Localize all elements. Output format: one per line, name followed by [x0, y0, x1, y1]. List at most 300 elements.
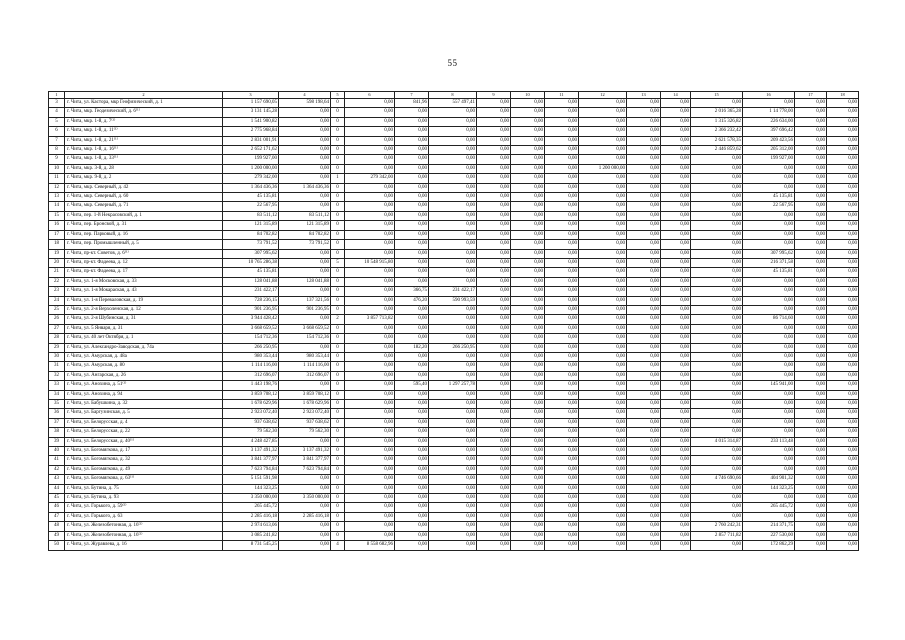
value-cell: 307 995,62 [223, 249, 279, 258]
value-cell: 0,00 [477, 390, 511, 399]
value-cell: 2 831 001,91 [223, 136, 279, 145]
value-cell: 0,00 [345, 183, 395, 192]
value-cell: 0,00 [395, 202, 429, 211]
value-cell: 0,00 [395, 475, 429, 484]
value-cell: 366,75 [395, 287, 429, 296]
value-cell: 0,00 [691, 494, 743, 503]
value-cell: 0,00 [827, 494, 859, 503]
value-cell: 45 135,81 [223, 193, 279, 202]
value-cell: 145 941,00 [743, 381, 795, 390]
address-cell: г. Чита, ул. Белорусская, д. 40⁽¹⁾ [65, 437, 223, 446]
row-number-cell: 50 [49, 541, 65, 550]
value-cell: 0,00 [661, 465, 691, 474]
value-cell: 0,00 [661, 240, 691, 249]
value-cell: 0,00 [579, 296, 627, 305]
value-cell: 0,00 [477, 352, 511, 361]
value-cell: 154 712,36 [279, 334, 331, 343]
value-cell: 0,00 [395, 465, 429, 474]
value-cell: 0,00 [395, 268, 429, 277]
value-cell: 0,00 [661, 127, 691, 136]
value-cell: 2 775 968,84 [223, 127, 279, 136]
value-cell: 0,00 [279, 146, 331, 155]
value-cell: 0,00 [545, 400, 579, 409]
value-cell: 590 993,59 [429, 296, 477, 305]
value-cell: 0,00 [627, 371, 661, 380]
table-row [49, 343, 859, 352]
value-cell: 0,00 [511, 512, 545, 521]
table-row [49, 146, 859, 155]
value-cell: 0,00 [795, 484, 827, 493]
value-cell: 0,00 [477, 447, 511, 456]
value-cell: 0,00 [511, 456, 545, 465]
value-cell: 199 927,00 [223, 155, 279, 164]
value-cell: 0,00 [691, 258, 743, 267]
value-cell: 0,00 [691, 183, 743, 192]
value-cell: 0 [331, 531, 345, 540]
value-cell: 0,00 [691, 193, 743, 202]
value-cell: 0,00 [511, 428, 545, 437]
value-cell: 0,00 [743, 324, 795, 333]
value-cell: 3 350 000,00 [279, 494, 331, 503]
value-cell: 0,00 [395, 531, 429, 540]
value-cell: 2 760 242,31 [691, 522, 743, 531]
value-cell: 154 712,36 [223, 334, 279, 343]
value-cell: 0,00 [691, 381, 743, 390]
value-cell: 0,00 [511, 287, 545, 296]
value-cell: 1 157 690,05 [223, 99, 279, 108]
value-cell: 0,00 [477, 400, 511, 409]
value-cell: 0 [331, 287, 345, 296]
table-row [49, 296, 859, 305]
value-cell: 0,00 [827, 324, 859, 333]
value-cell: 0 [331, 362, 345, 371]
value-cell: 0,00 [691, 362, 743, 371]
table-row [49, 503, 859, 512]
value-cell: 0 [331, 512, 345, 521]
value-cell: 0,00 [429, 409, 477, 418]
value-cell: 0,00 [429, 465, 477, 474]
value-cell: 0,00 [429, 512, 477, 521]
value-cell: 0,00 [511, 362, 545, 371]
value-cell: 0,00 [345, 211, 395, 220]
value-cell: 0,00 [345, 503, 395, 512]
address-cell: г. Чита, ул. Анохина, д. 94 [65, 390, 223, 399]
address-cell: г. Чита, мкр. Северный, д. 71 [65, 202, 223, 211]
table-row [49, 390, 859, 399]
row-number-cell: 39 [49, 437, 65, 446]
value-cell: 0 [331, 305, 345, 314]
column-number-cell: 16 [743, 92, 795, 99]
value-cell: 0,00 [627, 315, 661, 324]
row-number-cell: 15 [49, 211, 65, 220]
row-number-cell: 4 [49, 108, 65, 117]
value-cell: 0,00 [691, 447, 743, 456]
value-cell: 0,00 [627, 484, 661, 493]
value-cell: 0,00 [511, 400, 545, 409]
value-cell: 0,00 [691, 541, 743, 550]
value-cell: 0,00 [395, 211, 429, 220]
address-cell: г. Чита, ул. Александро-Заводская, д. 74а [65, 343, 223, 352]
value-cell: 0,00 [627, 108, 661, 117]
row-number-cell: 21 [49, 268, 65, 277]
value-cell: 0 [331, 230, 345, 239]
value-cell: 0,00 [545, 428, 579, 437]
value-cell: 1 364 436,36 [223, 183, 279, 192]
value-cell: 0,00 [627, 296, 661, 305]
value-cell: 0,00 [743, 334, 795, 343]
value-cell: 3 859 708,12 [223, 390, 279, 399]
row-number-cell: 48 [49, 522, 65, 531]
value-cell: 0,00 [429, 202, 477, 211]
value-cell: 0,00 [511, 447, 545, 456]
value-cell: 0,00 [429, 522, 477, 531]
value-cell: 0,00 [691, 428, 743, 437]
row-number-cell: 49 [49, 531, 65, 540]
value-cell: 0,00 [661, 456, 691, 465]
value-cell: 0,00 [579, 531, 627, 540]
value-cell: 0,00 [795, 400, 827, 409]
value-cell: 0,00 [795, 503, 827, 512]
value-cell: 0,00 [827, 352, 859, 361]
value-cell: 557 497,41 [429, 99, 477, 108]
value-cell: 7 623 794,84 [223, 465, 279, 474]
value-cell: 0,00 [477, 268, 511, 277]
value-cell: 0,00 [795, 305, 827, 314]
value-cell: 0,00 [395, 522, 429, 531]
address-cell: г. Чита, мкр. 1-й, д. 33⁽¹⁾ [65, 155, 223, 164]
value-cell: 0,00 [545, 155, 579, 164]
value-cell: 0,00 [545, 390, 579, 399]
value-cell: 45 135,81 [743, 193, 795, 202]
table-row [49, 230, 859, 239]
value-cell: 0,00 [429, 230, 477, 239]
value-cell: 1 678 629,96 [279, 400, 331, 409]
value-cell: 0,00 [477, 503, 511, 512]
column-number-cell: 17 [795, 92, 827, 99]
value-cell: 0,00 [827, 343, 859, 352]
value-cell: 0,00 [743, 99, 795, 108]
value-cell: 0,00 [345, 324, 395, 333]
value-cell: 0,00 [661, 164, 691, 173]
value-cell: 0,00 [345, 400, 395, 409]
value-cell: 0,00 [627, 352, 661, 361]
value-cell: 0,00 [345, 221, 395, 230]
value-cell: 0,00 [395, 456, 429, 465]
value-cell: 0,00 [795, 240, 827, 249]
table-row [49, 512, 859, 521]
table-row [49, 202, 859, 211]
value-cell: 0,00 [395, 494, 429, 503]
value-cell: 0,00 [661, 146, 691, 155]
value-cell: 0,00 [429, 193, 477, 202]
value-cell: 8 731 545,25 [223, 541, 279, 550]
value-cell: 0,00 [511, 164, 545, 173]
value-cell: 0,00 [579, 117, 627, 126]
value-cell: 0,00 [345, 343, 395, 352]
value-cell: 0,00 [545, 418, 579, 427]
row-number-cell: 9 [49, 155, 65, 164]
table-row [49, 334, 859, 343]
value-cell: 0,00 [795, 522, 827, 531]
value-cell: 0,00 [627, 193, 661, 202]
value-cell: 0,00 [579, 108, 627, 117]
table-row [49, 315, 859, 324]
value-cell: 0,00 [691, 484, 743, 493]
value-cell: 0,00 [345, 447, 395, 456]
value-cell: 0,00 [579, 277, 627, 286]
value-cell: 84 702,82 [279, 230, 331, 239]
value-cell: 0,00 [545, 381, 579, 390]
value-cell: 0,00 [545, 447, 579, 456]
table-row [49, 484, 859, 493]
address-cell: г. Чита, ул. Анохина, д. 51⁽¹⁾ [65, 381, 223, 390]
value-cell: 0,00 [395, 108, 429, 117]
value-cell: 0,00 [627, 447, 661, 456]
value-cell: 4 015 314,87 [691, 437, 743, 446]
value-cell: 233 113,48 [743, 437, 795, 446]
value-cell: 0,00 [743, 174, 795, 183]
value-cell: 0,00 [279, 117, 331, 126]
value-cell: 0,00 [827, 211, 859, 220]
value-cell: 0,00 [395, 240, 429, 249]
column-number-cell: 1 [49, 92, 65, 99]
value-cell: 0,00 [511, 390, 545, 399]
value-cell: 0,00 [661, 484, 691, 493]
value-cell: 0,00 [395, 400, 429, 409]
value-cell: 2 621 578,35 [691, 136, 743, 145]
value-cell: 0,00 [627, 390, 661, 399]
value-cell: 0,00 [691, 230, 743, 239]
value-cell: 0,00 [477, 127, 511, 136]
column-number-cell: 3 [223, 92, 279, 99]
value-cell: 0,00 [511, 522, 545, 531]
value-cell: 216 371,58 [743, 258, 795, 267]
table-row [49, 108, 859, 117]
value-cell: 0 [331, 155, 345, 164]
value-cell: 0,00 [279, 522, 331, 531]
table-row [49, 127, 859, 136]
value-cell: 0,00 [579, 541, 627, 550]
value-cell: 0,00 [279, 127, 331, 136]
table-row [49, 193, 859, 202]
address-cell: г. Чита, ул. 2-я Верхоленская, д. 12 [65, 305, 223, 314]
value-cell: 0,00 [429, 108, 477, 117]
value-cell: 0,00 [691, 343, 743, 352]
value-cell: 901 236,95 [279, 305, 331, 314]
value-cell: 0,00 [477, 136, 511, 145]
value-cell: 0,00 [545, 362, 579, 371]
value-cell: 0,00 [795, 136, 827, 145]
value-cell: 0,00 [345, 146, 395, 155]
value-cell: 0,00 [395, 512, 429, 521]
value-cell: 0,00 [579, 465, 627, 474]
value-cell: 0,00 [827, 99, 859, 108]
value-cell: 0,00 [395, 174, 429, 183]
value-cell: 0,00 [429, 117, 477, 126]
value-cell: 0,00 [795, 343, 827, 352]
value-cell: 0,00 [545, 174, 579, 183]
value-cell: 0,00 [795, 494, 827, 503]
value-cell: 0,00 [545, 99, 579, 108]
value-cell: 404 901,32 [743, 475, 795, 484]
value-cell: 0,00 [511, 343, 545, 352]
value-cell: 0,00 [691, 240, 743, 249]
value-cell: 0,00 [395, 371, 429, 380]
row-number-cell: 24 [49, 296, 65, 305]
table-row [49, 437, 859, 446]
row-number-cell: 43 [49, 475, 65, 484]
value-cell: 0,00 [627, 409, 661, 418]
value-cell: 0,00 [345, 381, 395, 390]
value-cell: 0,00 [511, 211, 545, 220]
row-number-cell: 47 [49, 512, 65, 521]
value-cell: 0 [331, 456, 345, 465]
value-cell: 0,00 [627, 381, 661, 390]
value-cell: 0,00 [345, 230, 395, 239]
value-cell: 4 [331, 541, 345, 550]
value-cell: 0,00 [795, 155, 827, 164]
address-cell: г. Чита, мкр. 3-й, д. 28 [65, 164, 223, 173]
value-cell: 0,00 [661, 390, 691, 399]
value-cell: 0,00 [511, 503, 545, 512]
value-cell: 0 [331, 352, 345, 361]
value-cell: 0,00 [795, 211, 827, 220]
value-cell: 0,00 [691, 324, 743, 333]
value-cell: 0,00 [827, 484, 859, 493]
value-cell: 0,00 [511, 315, 545, 324]
value-cell: 0,00 [661, 117, 691, 126]
value-cell: 0,00 [545, 371, 579, 380]
value-cell: 0,00 [545, 465, 579, 474]
value-cell: 231 422,17 [223, 287, 279, 296]
value-cell: 0,00 [579, 334, 627, 343]
value-cell: 0,00 [429, 437, 477, 446]
value-cell: 0,00 [795, 352, 827, 361]
value-cell: 0,00 [477, 475, 511, 484]
value-cell: 0,00 [661, 174, 691, 183]
value-cell: 0,00 [477, 362, 511, 371]
value-cell: 2 857 711,82 [691, 531, 743, 540]
table-row [49, 155, 859, 164]
value-cell: 0,00 [345, 522, 395, 531]
value-cell: 227 530,00 [743, 531, 795, 540]
value-cell: 0,00 [579, 136, 627, 145]
value-cell: 121 315,89 [279, 221, 331, 230]
value-cell: 0,00 [477, 183, 511, 192]
table-row [49, 258, 859, 267]
value-cell: 279 342,00 [345, 174, 395, 183]
value-cell: 0,00 [627, 305, 661, 314]
table-row [49, 522, 859, 531]
value-cell: 0,00 [827, 230, 859, 239]
value-cell: 0,00 [477, 371, 511, 380]
value-cell: 0,00 [395, 193, 429, 202]
value-cell: 0,00 [661, 381, 691, 390]
value-cell: 0,00 [743, 428, 795, 437]
address-cell: г. Чита, ул. Богомягкова, д. 63⁽¹⁾ [65, 475, 223, 484]
value-cell: 0,00 [345, 164, 395, 173]
value-cell: 0,00 [627, 362, 661, 371]
value-cell: 0,00 [429, 475, 477, 484]
row-number-cell: 30 [49, 352, 65, 361]
value-cell: 0,00 [691, 155, 743, 164]
address-cell: г. Чита, ул. Белорусская, д. 22 [65, 428, 223, 437]
value-cell: 0,00 [545, 305, 579, 314]
value-cell: 0,00 [345, 512, 395, 521]
value-cell: 84 702,82 [223, 230, 279, 239]
value-cell: 0,00 [477, 484, 511, 493]
value-cell: 0,00 [345, 352, 395, 361]
value-cell: 0,00 [627, 127, 661, 136]
value-cell: 1 114 116,00 [223, 362, 279, 371]
value-cell: 0,00 [511, 230, 545, 239]
value-cell: 0,00 [743, 183, 795, 192]
value-cell: 0,00 [511, 277, 545, 286]
value-cell: 22 567,95 [743, 202, 795, 211]
value-cell: 0,00 [579, 494, 627, 503]
value-cell: 0,00 [661, 437, 691, 446]
value-cell: 0,00 [579, 174, 627, 183]
row-number-cell: 32 [49, 371, 65, 380]
value-cell: 0,00 [627, 512, 661, 521]
table-row [49, 240, 859, 249]
value-cell: 0,00 [395, 334, 429, 343]
value-cell: 0,00 [795, 268, 827, 277]
value-cell: 0,00 [429, 258, 477, 267]
table-row [49, 409, 859, 418]
value-cell: 0,00 [429, 155, 477, 164]
value-cell: 0,00 [661, 230, 691, 239]
column-number-cell: 13 [627, 92, 661, 99]
value-cell: 0,00 [511, 99, 545, 108]
value-cell: 0,00 [545, 315, 579, 324]
value-cell: 0,00 [545, 193, 579, 202]
address-cell: г. Чита, мкр. 9-й, д. 2 [65, 174, 223, 183]
table-row [49, 428, 859, 437]
value-cell: 214 371,75 [743, 522, 795, 531]
address-cell: г. Чита, мкр. 1-й, д. 11⁽¹⁾ [65, 127, 223, 136]
value-cell: 0,00 [795, 287, 827, 296]
value-cell: 0,00 [691, 202, 743, 211]
value-cell: 980 353,44 [279, 352, 331, 361]
value-cell: 0,00 [827, 287, 859, 296]
value-cell: 0,00 [579, 305, 627, 314]
value-cell: 0,00 [511, 296, 545, 305]
value-cell: 0,00 [827, 221, 859, 230]
value-cell: 73 791,52 [279, 240, 331, 249]
value-cell: 0,00 [691, 174, 743, 183]
value-cell: 0,00 [511, 221, 545, 230]
value-cell: 266 250,95 [429, 343, 477, 352]
value-cell: 0,00 [795, 456, 827, 465]
value-cell: 0,00 [827, 541, 859, 550]
value-cell: 0,00 [579, 155, 627, 164]
value-cell: 0,00 [827, 437, 859, 446]
value-cell: 0,00 [395, 362, 429, 371]
value-cell: 83 511,12 [279, 211, 331, 220]
value-cell: 0,00 [511, 409, 545, 418]
row-number-cell: 31 [49, 362, 65, 371]
page-number: 55 [447, 58, 458, 68]
value-cell: 0,00 [743, 240, 795, 249]
value-cell: 0,00 [579, 512, 627, 521]
value-cell: 0,00 [429, 390, 477, 399]
value-cell: 0,00 [545, 146, 579, 155]
value-cell: 0 [331, 211, 345, 220]
value-cell: 0,00 [345, 99, 395, 108]
value-cell: 3 859 708,12 [279, 390, 331, 399]
value-cell: 0,00 [545, 108, 579, 117]
